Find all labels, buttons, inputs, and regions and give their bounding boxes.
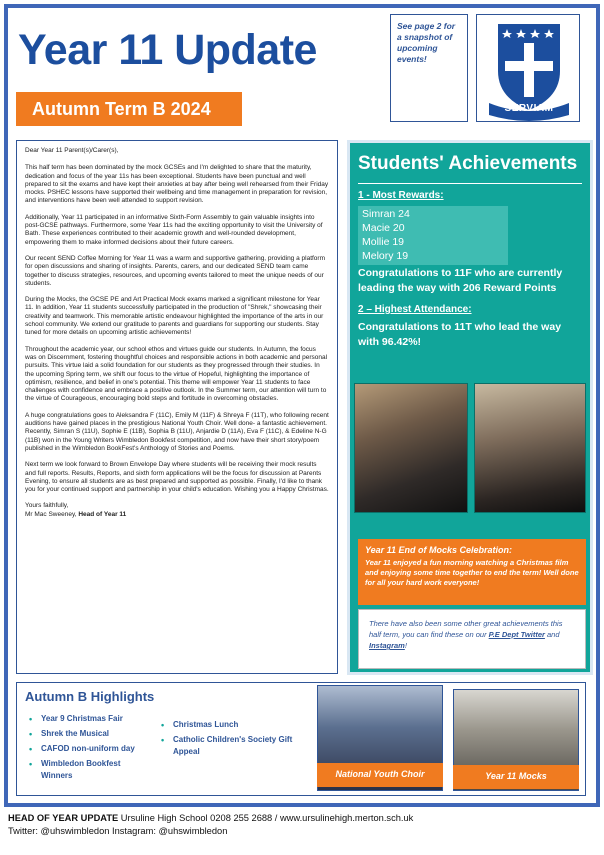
letter-paragraph: This half term has been dominated by the mock GCSEs and I'm delighted to share that the maturity, dedication and focus of the year 11s has been exceptional. Students have been punctual and well prepared to sit the exams and have kept their anxieties at bay after being well rehearsed from their Friday mocks. PSHEC lessons have supported their wellbeing and time management in preparation for revision, and interventions have been well attended to support revision. [25,164,329,205]
celebration-title: Year 11 End of Mocks Celebration: [365,545,513,555]
highlights-title: Autumn B Highlights [25,689,155,704]
social-end: ! [404,641,407,650]
celebration-box [358,539,586,605]
footer-contact: Ursuline High School 0208 255 2688 / www.ursulinehigh.merton.sch.uk [118,813,414,823]
celebration-photo [474,383,586,513]
crest-motto: SERVIAM [504,103,554,114]
letter-paragraph: Throughout the academic year, our school ethos and virtues guide our students. In Autumn, the focus was on Discernment, fostering thoughtful choices and responsible actions in both academic and personal pursuits. This virtue laid a solid foundation for our students as they progressed through their studies. In the upcoming Spring term, we shift our focus to the virtue of Hopeful, highlighting the importance of optimism, resilience, and belief in one's potential. This theme will empower Year 11 students to face challenges with confidence and embrace a positive outlook. In the Summer term, our attention will turn to the virtue of Courageous, encouraging bold steps and fortitude in overcoming obstacles. [25,345,328,403]
letter-paragraph: Our recent SEND Coffee Morning for Year 11 was a warm and supportive gathering, providing a platform for open discussions and sharing of insights. Parents, carers, and our dedicated SEND team came together to discuss strategies, resources, and upcoming events tailored to meet the unique needs of our students. [25,254,325,287]
most-rewards-heading: 1 - Most Rewards: [358,190,444,201]
social-text: There have also been some other great achievements this half term, you can find these on our [369,619,563,639]
rewards-item: Melory 19 [362,250,409,262]
school-crest [476,14,580,122]
rewards-item: Macie 20 [362,222,405,234]
snapshot-note [390,14,468,122]
pe-twitter-link[interactable]: P.E Dept Twitter [488,630,545,639]
celebration-text: Year 11 enjoyed a fun morning watching a Christmas film and enjoying some time together to end the term! Well done for all your hard work everyone! [365,558,579,587]
signature-role: Head of Year 11 [78,510,127,518]
footer-heading: HEAD OF YEAR UPDATE [8,813,119,823]
instagram-link[interactable]: Instagram [369,641,405,650]
term-banner: Autumn Term B 2024 [16,92,242,126]
highlights-list [25,713,153,785]
letter-paragraph: A huge congratulations goes to Aleksandra F (11C), Emily M (11F) & Shreya F (11T), who following recent auditions have gained places in the prestigious National Youth Choir. Well done- a fantastic achievement. Recently, Simran S (11U), Sophie E (11B), Sophia B (11U), Anjardie D (11A), Eva F (11C), & Edeline N-G (11B) won in the Young Writers Wimbledon Bookfest competition, and now have their short story/poem published in the Wimbledon BookFest's Anthology of Stories and Poems. [25,411,329,452]
rewards-item: Simran 24 [362,208,410,220]
snapshot-note-text: See page 2 for a snapshot of upcoming events! [397,21,456,64]
attendance-heading: 2 – Highest Attendance: [358,304,472,315]
page-title: Year 11 Update [18,26,317,74]
social-note [358,609,586,669]
choir-caption: National Youth Choir [317,763,443,787]
letter-signoff: Yours faithfully, [25,502,69,510]
letter [16,140,338,674]
highlights-list [157,719,307,761]
footer [8,812,596,838]
letter-paragraph: During the Mocks, the GCSE PE and Art Practical Mock exams marked a significant milestone for Year 11. In addition, Year 11 students successfully participated in the production of "Shrek," showcasing their creativity and teamwork. This memorable artistic endeavour highlighted the importance of the arts in our school community. We extend our gratitude to parents and guardians for supporting our students. Stay tuned for more details on upcoming artistic achievements! [25,296,324,337]
celebration-photo [354,383,468,513]
rewards-list [358,206,508,265]
signature-name: Mr Mac Sweeney, [25,510,79,518]
highlight-item: • Shrek the Musical [25,728,153,740]
letter-signature [25,511,329,519]
highlight-item: • Catholic Children's Society Gift Appeal [157,734,307,758]
social-and: and [544,630,560,639]
achievements-title: Students' Achievements [358,153,578,174]
highlight-item: • Wimbledon Bookfest Winners [25,758,153,782]
footer-line1 [8,812,596,825]
highlight-item: • Christmas Lunch [157,719,307,731]
divider [358,183,582,184]
highlight-item: • Year 9 Christmas Fair [25,713,153,725]
highlight-item: • CAFOD non-uniform day [25,743,153,755]
mocks-caption: Year 11 Mocks [453,765,579,789]
letter-greeting: Dear Year 11 Parent(s)/Carer(s), [25,147,119,154]
highlights-section [16,682,586,796]
letter-paragraph: Next term we look forward to Brown Envelope Day where students will be receiving their mock results and full reports. Results, Reports, and sixth form applications will be the focus for discussion at Parents Evening, to ensure all students are as best prepared and supported as possible. Finally, I'd like to thank you for your continued support and partnership in your child's education. Wishing you a Happy Christmas. [25,461,329,494]
achievements-panel [347,140,593,675]
attendance-congrats: Congratulations to 11T who lead the way with 96.42%! [358,321,562,348]
footer-line2: Twitter: @uhswimbledon Instagram: @uhswimbledon [8,826,228,836]
rewards-congrats: Congratulations to 11F who are currently leading the way with 206 Reward Points [358,267,563,294]
social-note-text [369,618,575,651]
rewards-item: Mollie 19 [362,236,405,248]
letter-paragraph: Additionally, Year 11 participated in an informative Sixth-Form Assembly to gain valuable insights into post-GCSE pathways. Furthermore, some Year 11s had the exciting opportunity to visit the University of Bath. These experiences contributed to their academic growth and well-rounded development, empowering them to make informed decisions about their future careers. [25,213,323,246]
